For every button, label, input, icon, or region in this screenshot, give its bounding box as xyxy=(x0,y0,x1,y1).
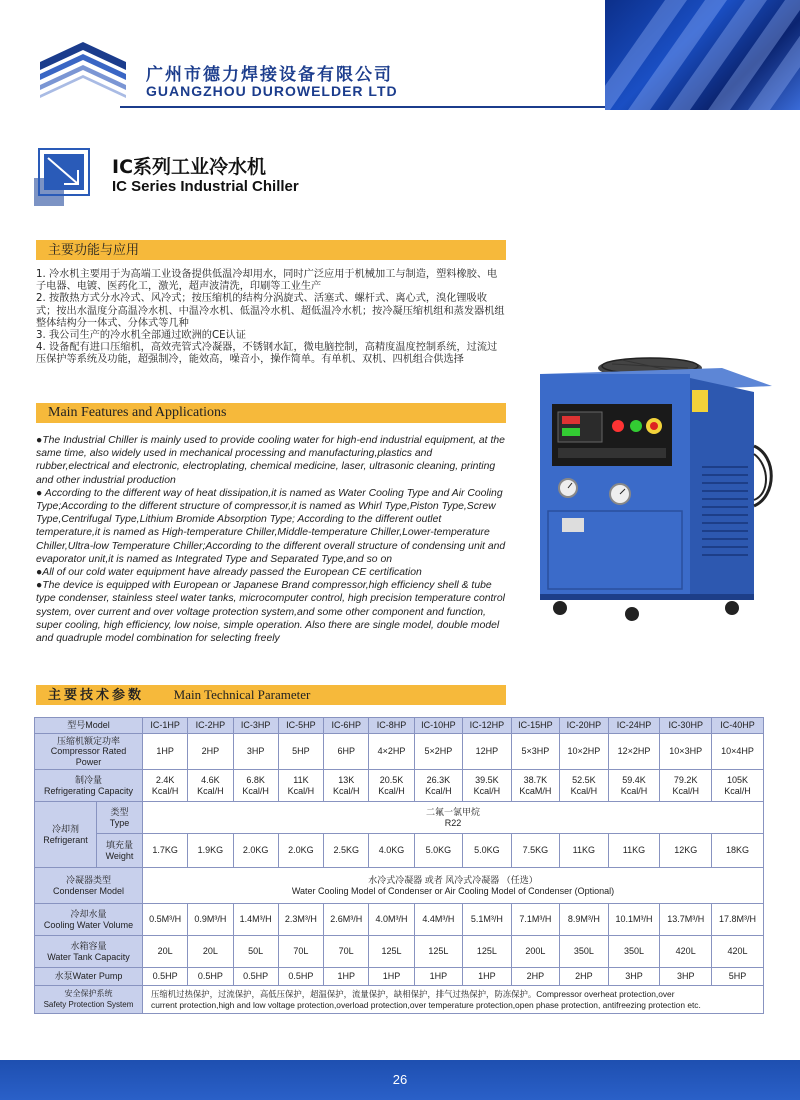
tank-cell: 200L xyxy=(511,936,560,968)
model-cell: IC-2HP xyxy=(188,718,233,734)
tank-cell: 70L xyxy=(324,936,369,968)
safety-value: 压缩机过热保护，过流保护，高低压保护，超温保护，流量保护，缺相保护，排气过热保护，防冻保护。Compressor overheat protection,over current protection,high and low voltage protection,overload protection,over temperature protection,open phase protection, antifreezing protection etc. xyxy=(143,986,764,1014)
title-emblem-icon xyxy=(38,148,90,196)
model-cell: IC-40HP xyxy=(712,718,764,734)
power-cell: 3HP xyxy=(233,734,278,770)
page-title-cn: IC系列工业冷水机 xyxy=(112,156,267,178)
table-row-cooling-volume xyxy=(35,904,764,936)
pump-cell: 3HP xyxy=(660,968,712,986)
volume-cell: 17.8M³/H xyxy=(712,904,764,936)
capacity-cell: 13K Kcal/H xyxy=(324,770,369,802)
volume-cell: 4.0M³/H xyxy=(369,904,414,936)
table-row-charge xyxy=(35,834,764,868)
section-heading-tech xyxy=(36,685,506,705)
pump-cell: 2HP xyxy=(511,968,560,986)
tech-heading-cn: 主要技术参数 xyxy=(48,688,145,703)
pump-cell: 0.5HP xyxy=(278,968,323,986)
capacity-cell: 52.5K Kcal/H xyxy=(560,770,609,802)
volume-label: 冷却水量 Cooling Water Volume xyxy=(35,904,143,936)
charge-cell: 1.7KG xyxy=(143,834,188,868)
company-name-cn: 广州市德力焊接设备有限公司 xyxy=(146,65,393,85)
capacity-cell: 39.5K Kcal/H xyxy=(463,770,512,802)
model-cell: IC-12HP xyxy=(463,718,512,734)
model-cell: IC-3HP xyxy=(233,718,278,734)
model-cell: IC-30HP xyxy=(660,718,712,734)
feature-en-4: ●The device is equipped with European or Japanese Brand compressor,high efficiency shell & tube type condenser, stainless steel water tanks, microcomputer control, high precision temperature control system, over current and over voltage protection system,and some other component and function, super cooling, high efficiency, low noise, simple operation. Also there are single model, double model and quadruple model combination for selecting freely xyxy=(36,580,505,645)
refrigerant-label: 冷却剂 Refrigerant xyxy=(35,802,97,868)
table-row-pump xyxy=(35,968,764,986)
capacity-cell: 59.4K Kcal/H xyxy=(608,770,660,802)
power-cell: 12×2HP xyxy=(608,734,660,770)
tank-cell: 420L xyxy=(660,936,712,968)
feature-cn-4: 4. 设备配有进口压缩机，高效壳管式冷凝器，不锈钢水缸，微电脑控制，高精度温度控制系统，过流过压保护等系统及功能，超强制冷，能效高，噪音小，操作简单。有单机、双机、四机组合供选择 xyxy=(36,342,498,366)
pump-cell: 1HP xyxy=(369,968,414,986)
capacity-label: 制冷量 Refrigerating Capacity xyxy=(35,770,143,802)
pump-cell: 2HP xyxy=(560,968,609,986)
section-heading-cn: 主要功能与应用 xyxy=(36,240,506,260)
feature-en-3: ●All of our cold water equipment have already passed the European CE certification xyxy=(36,567,422,579)
tank-cell: 20L xyxy=(143,936,188,968)
table-row-tank xyxy=(35,936,764,968)
model-label: 型号Model xyxy=(35,718,143,734)
power-cell: 5×2HP xyxy=(414,734,463,770)
pump-label: 水泵Water Pump xyxy=(35,968,143,986)
charge-label: 填充量 Weight xyxy=(97,834,143,868)
power-cell: 5×3HP xyxy=(511,734,560,770)
tank-cell: 125L xyxy=(369,936,414,968)
power-cell: 5HP xyxy=(278,734,323,770)
model-cell: IC-20HP xyxy=(560,718,609,734)
charge-cell: 5.0KG xyxy=(414,834,463,868)
tank-cell: 350L xyxy=(560,936,609,968)
charge-cell: 5.0KG xyxy=(463,834,512,868)
volume-cell: 2.3M³/H xyxy=(278,904,323,936)
page-title-en: IC Series Industrial Chiller xyxy=(112,178,299,195)
features-text-en xyxy=(36,434,506,645)
tank-cell: 420L xyxy=(712,936,764,968)
pump-cell: 5HP xyxy=(712,968,764,986)
table-row-model xyxy=(35,718,764,734)
feature-cn-2: 2. 按散热方式分水冷式、风冷式；按压缩机的结构分涡旋式、活塞式、螺杆式、离心式，溴化锂吸收式；按出水温度分高温冷水机、中温冷水机、低温冷水机、超低温冷水机；按冷凝压缩机组和蒸发器机组整体结构分一体式、分体式等几种 xyxy=(36,293,505,329)
power-cell: 1HP xyxy=(143,734,188,770)
pump-cell: 1HP xyxy=(324,968,369,986)
company-logo-icon xyxy=(38,40,128,100)
power-cell: 10×4HP xyxy=(712,734,764,770)
model-cell: IC-10HP xyxy=(414,718,463,734)
pump-cell: 3HP xyxy=(608,968,660,986)
model-cell: IC-1HP xyxy=(143,718,188,734)
capacity-cell: 11K Kcal/H xyxy=(278,770,323,802)
feature-en-1: ●The Industrial Chiller is mainly used to provide cooling water for high-end industrial equipment, at the same time, also widely used in mechanical processing and manufacturing,plastics and rubber,electrical and electronic, electroplating, chemical medicine, laser, ultrasonic cleaning, printing and other industrial production xyxy=(36,435,505,486)
volume-cell: 0.5M³/H xyxy=(143,904,188,936)
volume-cell: 4.4M³/H xyxy=(414,904,463,936)
page-header xyxy=(0,0,800,118)
capacity-cell: 6.8K Kcal/H xyxy=(233,770,278,802)
model-cell: IC-5HP xyxy=(278,718,323,734)
pump-cell: 1HP xyxy=(463,968,512,986)
model-cell: IC-15HP xyxy=(511,718,560,734)
features-text-cn xyxy=(36,269,506,367)
header-divider xyxy=(120,106,605,108)
capacity-cell: 79.2K Kcal/H xyxy=(660,770,712,802)
table-row-capacity xyxy=(35,770,764,802)
pump-cell: 0.5HP xyxy=(233,968,278,986)
volume-cell: 10.1M³/H xyxy=(608,904,660,936)
tank-cell: 350L xyxy=(608,936,660,968)
tank-cell: 70L xyxy=(278,936,323,968)
power-cell: 12HP xyxy=(463,734,512,770)
spec-table xyxy=(34,717,764,1014)
tank-cell: 20L xyxy=(188,936,233,968)
capacity-cell: 105K Kcal/H xyxy=(712,770,764,802)
header-photo xyxy=(605,0,800,110)
table-row-condenser xyxy=(35,868,764,904)
pump-cell: 1HP xyxy=(414,968,463,986)
condenser-label: 冷凝器类型 Condenser Model xyxy=(35,868,143,904)
power-cell: 4×2HP xyxy=(369,734,414,770)
volume-cell: 5.1M³/H xyxy=(463,904,512,936)
power-cell: 6HP xyxy=(324,734,369,770)
model-cell: IC-6HP xyxy=(324,718,369,734)
chiller-product-image xyxy=(532,346,782,626)
page-number: 26 xyxy=(392,1072,408,1087)
charge-cell: 12KG xyxy=(660,834,712,868)
model-cell: IC-24HP xyxy=(608,718,660,734)
charge-cell: 7.5KG xyxy=(511,834,560,868)
charge-cell: 18KG xyxy=(712,834,764,868)
table-row-refrigerant-type xyxy=(35,802,764,834)
power-cell: 10×2HP xyxy=(560,734,609,770)
condenser-value: 水冷式冷凝器 或者 风冷式冷凝器 （任选） Water Cooling Model of Condenser or Air Cooling Model of Condenser (Optional) xyxy=(143,868,764,904)
capacity-cell: 4.6K Kcal/H xyxy=(188,770,233,802)
pump-cell: 0.5HP xyxy=(143,968,188,986)
type-label: 类型 Type xyxy=(97,802,143,834)
feature-en-2: ● According to the different way of heat dissipation,it is named as Water Cooling Type and Air Cooling Type;According to the different structure of compressor,it is named as Whirl Type,Piston Type,Screw Type,Centrifugal Type,Lithium Bromide Absorption Type; According to the different outlet temperature,it is named as High-temperature Chiller,Middle-temperature Chiller,Lower-temperature Chiller,Ultra-low Temperature Chiller;According to the different overall structure of condensing unit and evaporator unit,it is named as Integrated Type and Separated Type,and so on xyxy=(36,487,506,565)
volume-cell: 1.4M³/H xyxy=(233,904,278,936)
tank-cell: 125L xyxy=(463,936,512,968)
table-row-safety xyxy=(35,986,764,1014)
tank-cell: 50L xyxy=(233,936,278,968)
feature-cn-1: 1. 冷水机主要用于为高端工业设备提供低温冷却用水，同时广泛应用于机械加工与制造，塑料橡胶、电子电器、电镀、医药化工，激光，超声波清洗，印刷等工业生产 xyxy=(36,269,498,293)
tank-cell: 125L xyxy=(414,936,463,968)
capacity-cell: 2.4K Kcal/H xyxy=(143,770,188,802)
volume-cell: 13.7M³/H xyxy=(660,904,712,936)
safety-label: 安全保护系统 Safety Protection System xyxy=(35,986,143,1014)
power-label: 压缩机额定功率 Compressor Rated Power xyxy=(35,734,143,770)
charge-cell: 11KG xyxy=(608,834,660,868)
feature-cn-3: 3. 我公司生产的冷水机全部通过欧洲的CE认证 xyxy=(36,330,246,342)
volume-cell: 8.9M³/H xyxy=(560,904,609,936)
volume-cell: 2.6M³/H xyxy=(324,904,369,936)
charge-cell: 1.9KG xyxy=(188,834,233,868)
volume-cell: 7.1M³/H xyxy=(511,904,560,936)
capacity-cell: 20.5K Kcal/H xyxy=(369,770,414,802)
charge-cell: 4.0KG xyxy=(369,834,414,868)
refrigerant-type-value: 二氟一氯甲烷 R22 xyxy=(143,802,764,834)
power-cell: 10×3HP xyxy=(660,734,712,770)
company-name-en: GUANGZHOU DUROWELDER LTD xyxy=(146,83,398,99)
power-cell: 2HP xyxy=(188,734,233,770)
charge-cell: 2.0KG xyxy=(233,834,278,868)
section-heading-en: Main Features and Applications xyxy=(36,403,506,423)
tank-label: 水箱容量 Water Tank Capacity xyxy=(35,936,143,968)
model-cell: IC-8HP xyxy=(369,718,414,734)
table-row-power xyxy=(35,734,764,770)
charge-cell: 11KG xyxy=(560,834,609,868)
tech-heading-en: Main Technical Parameter xyxy=(173,687,311,702)
capacity-cell: 38.7K KcaM/H xyxy=(511,770,560,802)
charge-cell: 2.0KG xyxy=(278,834,323,868)
volume-cell: 0.9M³/H xyxy=(188,904,233,936)
charge-cell: 2.5KG xyxy=(324,834,369,868)
capacity-cell: 26.3K Kcal/H xyxy=(414,770,463,802)
pump-cell: 0.5HP xyxy=(188,968,233,986)
